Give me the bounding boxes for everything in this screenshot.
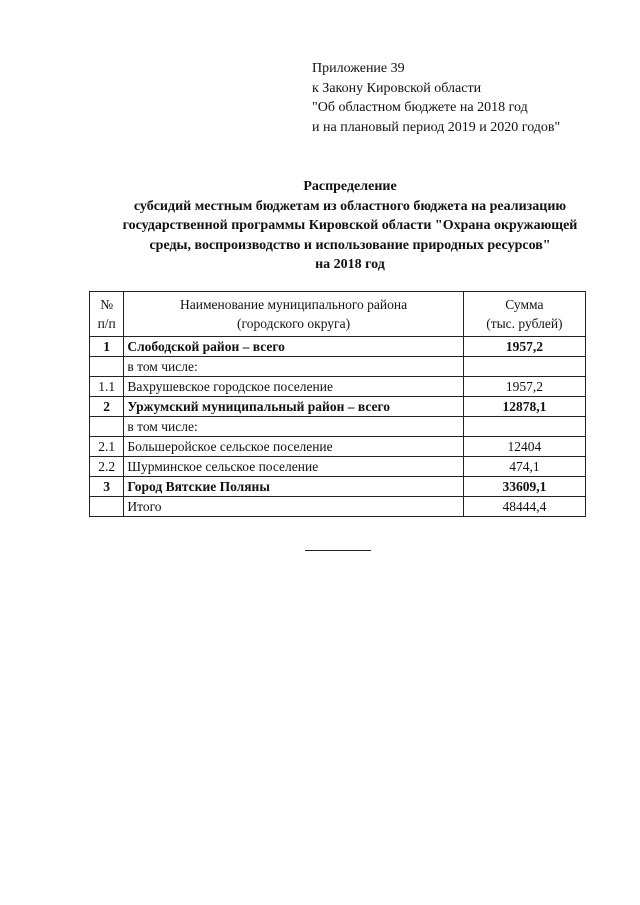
row-name: Уржумский муниципальный район – всего [124,397,463,417]
table-header-row [90,292,586,337]
title-line: субсидий местным бюджетам из областного бюджета на реализацию [133,198,567,214]
row-number: 3 [90,477,124,497]
row-number: 1.1 [90,377,124,397]
row-number: 2 [90,397,124,417]
header-name-line1: Наименование муниципального района [179,297,408,312]
row-number [90,497,124,517]
row-number: 2.1 [90,437,124,457]
row-sum: 48444,4 [463,497,585,517]
row-number: 1 [90,337,124,357]
row-name: Слободской район – всего [124,337,463,357]
row-name: в том числе: [124,417,463,437]
header-sum-line1: Сумма [505,297,544,312]
row-sum: 33609,1 [463,477,585,497]
row-sum: 1957,2 [463,377,585,397]
table-row [90,437,586,457]
table-row [90,457,586,477]
row-sum: 474,1 [463,457,585,477]
row-number: 2.2 [90,457,124,477]
appendix-line: и на плановый период 2019 и 2020 годов" [312,119,561,135]
header-number [90,292,124,337]
appendix-block [312,59,560,137]
row-number [90,417,124,437]
row-name: Вахрушевское городское поселение [124,377,463,397]
title-line: государственной программы Кировской области "Охрана окружающей [122,218,578,233]
table-row [90,417,586,437]
row-sum: 12404 [463,437,585,457]
title-line: Распределение [303,179,397,194]
header-name-line2: (городского округа) [237,316,351,331]
table-row [90,397,586,417]
table-body [90,337,586,517]
row-name: Итого [124,497,463,517]
row-number [90,357,124,377]
row-sum [463,357,585,377]
header-number-line1: № [100,297,114,312]
header-name [124,292,463,337]
table-row [90,377,586,397]
header-sum-line2: (тыс. рублей) [486,316,563,331]
title-line: на 2018 год [315,257,385,272]
appendix-line: "Об областном бюджете на 2018 год [312,100,528,115]
table-row [90,477,586,497]
document-title [60,177,640,275]
header-sum [463,292,585,337]
row-sum [463,417,585,437]
table-row-total [90,497,586,517]
row-sum: 12878,1 [463,397,585,417]
row-name: в том числе: [124,357,463,377]
end-divider [305,550,371,551]
row-name: Большеройское сельское поселение [124,437,463,457]
appendix-line: Приложение 39 [312,61,405,76]
table-row [90,337,586,357]
header-number-line2: п/п [97,316,116,331]
appendix-line: к Закону Кировской области [312,80,482,96]
row-name: Город Вятские Поляны [124,477,463,497]
title-line: среды, воспроизводство и использование природных ресурсов" [149,237,551,253]
row-name: Шурминское сельское поселение [124,457,463,477]
subsidy-table [89,291,586,517]
table-row [90,357,586,377]
row-sum: 1957,2 [463,337,585,357]
